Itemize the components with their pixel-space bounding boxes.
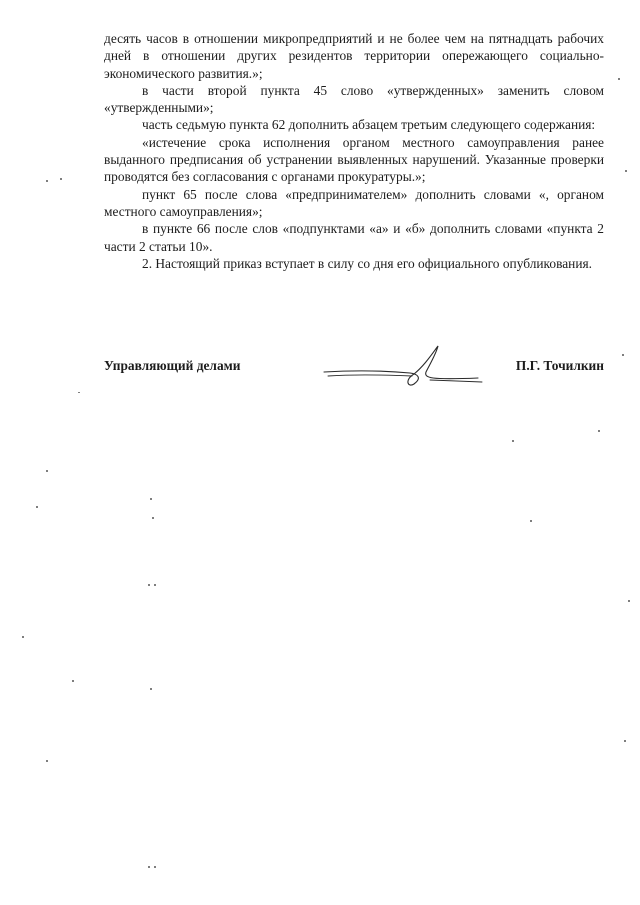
scan-speck (78, 392, 80, 393)
scan-speck (530, 520, 532, 522)
scan-speck (46, 760, 48, 762)
scan-speck (150, 688, 152, 690)
scan-speck (154, 584, 156, 586)
scan-speck (618, 78, 620, 80)
scan-speck (60, 178, 62, 180)
scan-speck (625, 170, 627, 172)
scan-speck (512, 440, 514, 442)
scan-speck (622, 354, 624, 356)
paragraph-quoted-addition: «истечение срока исполнения органом местного самоуправления ранее выданного предписания об устранении выявленных нарушений. Указанные проверки проводятся без согласования с органами прокуратуры.»; (104, 134, 604, 185)
handwritten-signature (318, 340, 488, 400)
scan-speck (154, 866, 156, 868)
scan-speck (148, 584, 150, 586)
paragraph-amendment-66: в пункте 66 после слов «подпунктами «а» и «б» дополнить словами «пункта 2 части 2 статьи 10». (104, 221, 604, 254)
scan-speck (150, 498, 152, 500)
position-title: Управляющий делами (104, 358, 241, 373)
paragraph-continuation: десять часов в отношении микропредприятий и не более чем на пятнадцать рабочих дней в отношении других резидентов территории опережающего социально-экономического развития.»; (104, 31, 604, 81)
scan-speck (46, 180, 48, 182)
scan-speck (36, 506, 38, 508)
scan-speck (22, 636, 24, 638)
paragraph-effective-date: 2. Настоящий приказ вступает в силу со дня его официального опубликования. (142, 255, 592, 271)
scan-speck (148, 866, 150, 868)
scan-speck (598, 430, 600, 432)
paragraph-amendment-62: часть седьмую пункта 62 дополнить абзацем третьим следующего содержания: (142, 117, 596, 133)
paragraph-amendment-45: в части второй пункта 45 слово «утвержденных» заменить словом «утвержденными»; (104, 82, 604, 116)
scan-speck (624, 740, 626, 742)
signer-name: П.Г. Точилкин (515, 358, 604, 373)
scan-speck (152, 517, 154, 519)
paragraph-amendment-65: пункт 65 после слова «предпринимателем» дополнить словами «, органом местного самоуправления»; (104, 186, 604, 219)
document-body (104, 30, 604, 272)
scan-speck (46, 470, 48, 472)
scan-speck (72, 680, 74, 682)
scan-speck (628, 600, 630, 602)
